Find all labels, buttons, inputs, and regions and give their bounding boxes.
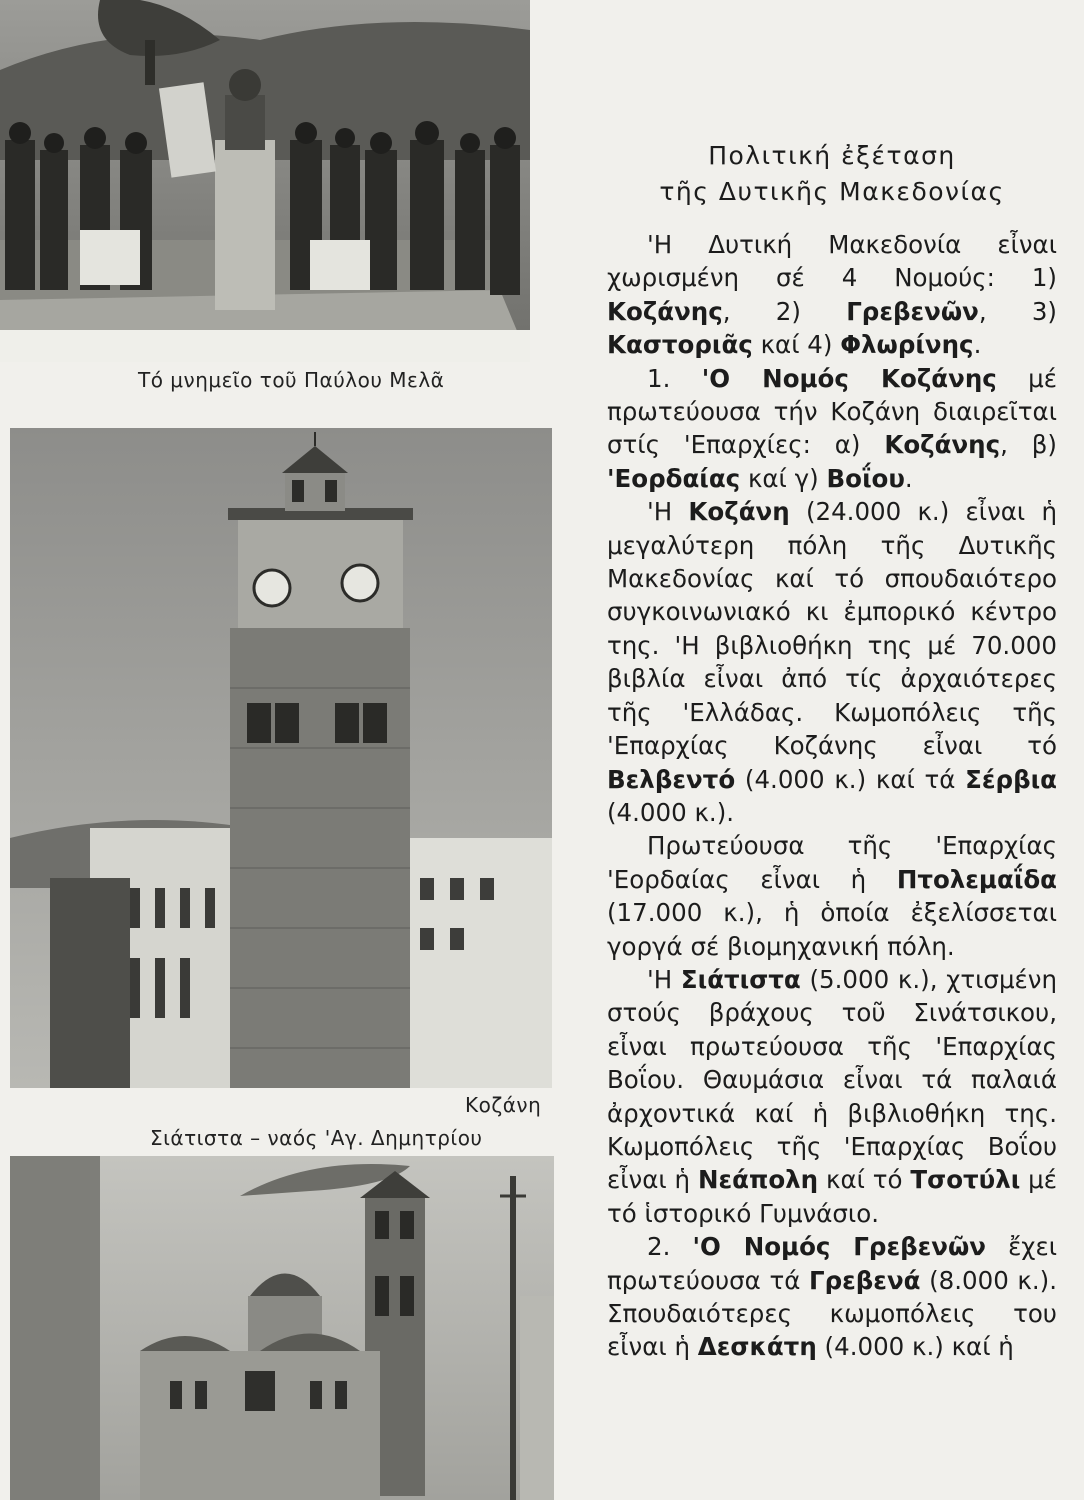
- article-column: [607, 138, 1057, 1364]
- p4-text-a: Πρωτεύουσα τῆς 'Επαρχίας 'Εορδαίας εἶναι ἡ: [607, 831, 1057, 894]
- article-title: [607, 138, 1057, 210]
- p5-bold-siatista: Σιάτιστα: [680, 964, 801, 994]
- p5-bold-tsotyli: Τσοτύλι: [910, 1165, 1021, 1195]
- p1-text-c: , 2): [722, 296, 847, 326]
- p1-bold-grevenon: Γρεβενῶν: [846, 296, 979, 326]
- p2-text-g: καί γ): [740, 463, 827, 493]
- monument-caption: Τό μνημεῖο τοῦ Παύλου Μελᾶ: [138, 368, 445, 392]
- title-line-1: Πολιτική ἐξέταση: [708, 141, 956, 170]
- p5-text-e: καί τό: [818, 1165, 911, 1195]
- kozani-caption: Κοζάνη: [465, 1093, 542, 1117]
- p5-text-a: 'Η: [647, 964, 681, 994]
- p1-text-a: 'Η Δυτική Μακεδονία εἶναι χωρισμένη σέ 4 Νομούς: 1): [607, 230, 1057, 293]
- p4-bold-ptolemaida: Πτολεμαΐδα: [896, 864, 1057, 894]
- p2-text-e: , β): [1000, 430, 1057, 460]
- paragraph-6: [607, 1230, 1057, 1364]
- paragraph-2: [607, 362, 1057, 496]
- p4-text-c: (17.000 κ.), ἡ ὁποία ἐξελίσσεται γοργά σέ βιομηχανική πόλη.: [607, 898, 1057, 961]
- p2-text-a: 1.: [647, 363, 702, 393]
- p6-bold-deskati: Δεσκάτη: [697, 1332, 817, 1362]
- paragraph-4: [607, 829, 1057, 963]
- p2-bold-nomos-kozanis: 'Ο Νομός Κοζάνης: [701, 363, 997, 393]
- siatista-caption: Σιάτιστα – ναός 'Αγ. Δημητρίου: [150, 1126, 483, 1150]
- p6-bold-nomos-grevenon: 'Ο Νομός Γρεβενῶν: [692, 1232, 986, 1262]
- paragraph-3: [607, 495, 1057, 829]
- p6-text-a: 2.: [647, 1232, 693, 1262]
- p2-bold-eordaias: 'Εορδαίας: [607, 463, 741, 493]
- p1-bold-kastorias: Καστοριᾶς: [607, 330, 753, 360]
- p2-bold-kozanis: Κοζάνης: [884, 430, 1001, 460]
- p3-text-c: (24.000 κ.) εἶναι ἡ μεγαλύτερη πόλη τῆς Δυτικῆς Μακεδονίας καί τό σπουδαιότερο συγκοινωνιακό κι ἐμπορικό κέντρο της. 'Η βιβλιοθήκη της μέ 70.000 βιβλία εἶναι ἀπό τίς ἀρχαιότερες τῆς 'Ελλάδας. Κωμοπόλεις τῆς 'Επαρχίας Κοζάνης εἶναι τό: [607, 497, 1057, 761]
- p1-text-i: .: [973, 330, 982, 360]
- p6-bold-grevena: Γρεβενά: [808, 1265, 921, 1295]
- p3-bold-servia: Σέρβια: [965, 764, 1057, 794]
- p1-bold-kozanis: Κοζάνης: [607, 296, 723, 326]
- p1-text-e: , 3): [978, 296, 1057, 326]
- p3-text-g: (4.000 κ.).: [607, 797, 735, 827]
- p2-text-c: μέ πρωτεύουσα τήν Κοζάνη διαιρεῖται στίς 'Επαρχίες: α): [607, 363, 1057, 460]
- p6-text-c: ἔχει πρωτεύουσα τά: [607, 1232, 1057, 1295]
- p6-text-e: (8.000 κ.). Σπουδαιότερες κωμοπόλεις του εἶναι ἡ: [607, 1265, 1057, 1362]
- p2-bold-voiou: Βοΐου: [826, 463, 905, 493]
- p6-text-g: (4.000 κ.) καί ἡ: [816, 1332, 1014, 1362]
- p3-text-a: 'Η: [647, 497, 689, 527]
- paragraph-5: [607, 963, 1057, 1230]
- kozani-clock-tower-photo: [10, 428, 552, 1088]
- title-line-2: τῆς Δυτικῆς Μακεδονίας: [659, 177, 1005, 206]
- p5-bold-neapoli: Νεάπολη: [697, 1165, 819, 1195]
- monument-photo: [0, 0, 530, 362]
- paragraph-1: [607, 228, 1057, 362]
- p2-text-i: .: [904, 463, 913, 493]
- siatista-church-photo: [10, 1156, 554, 1500]
- p1-text-g: καί 4): [752, 330, 841, 360]
- p3-text-e: (4.000 κ.) καί τά: [735, 764, 966, 794]
- p3-bold-kozani: Κοζάνη: [688, 497, 790, 527]
- p5-text-g: μέ τό ἱστορικό Γυμνάσιο.: [607, 1165, 1058, 1228]
- p1-bold-florinis: Φλωρίνης: [840, 330, 974, 360]
- p3-bold-velvento: Βελβεντό: [607, 764, 736, 794]
- p5-text-c: (5.000 κ.), χτισμένη στούς βράχους τοῦ Σινάτσικου, εἶναι πρωτεύουσα τῆς 'Επαρχίας Βοΐου. Θαυμάσια εἶναι τά παλαιά ἀρχοντικά καί ἡ βιβλιοθήκη της. Κωμοπόλεις τῆς 'Επαρχίας Βοΐου εἶναι ἡ: [607, 964, 1057, 1195]
